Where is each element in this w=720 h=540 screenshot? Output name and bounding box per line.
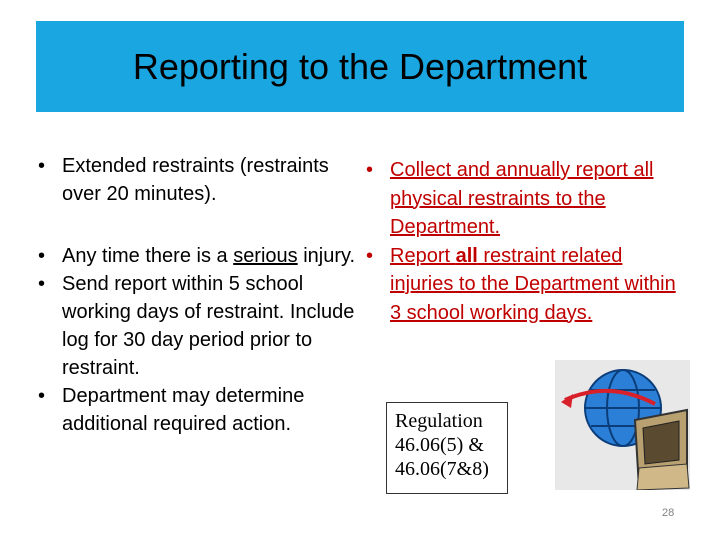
computers-globe-icon [555,360,690,490]
right-bullet-2 [358,242,678,328]
slide-title: Reporting to the Department [132,45,588,87]
left-bullet-2-underlined: serious [233,245,298,267]
left-bullet-4: • Department may determine additional required action. [30,382,360,438]
page-number: 28 [662,507,675,519]
left-bullet-2-suffix: injury. [297,245,356,267]
regulation-box [386,402,508,494]
left-bullet-1: • Extended restraints (restraints over 20 minutes). [30,152,360,208]
regulation-line-1: Regulation [395,410,483,432]
left-bullet-list [30,152,360,438]
left-bullet-2-prefix: Any time there is a [62,245,234,267]
right-bullet-1: • Collect and annually report all physical restraints to the Department. [358,156,678,242]
left-bullet-3: • Send report within 5 school working days of restraint. Include log for 30 day period prior to restraint. [30,270,360,382]
right-bullet-2-prefix: Report [390,244,456,267]
left-bullet-2 [30,242,360,270]
regulation-line-2: 46.06(5) & [395,434,484,456]
right-bullet-list [358,156,678,327]
title-bar [36,21,684,112]
right-bullet-2-suffix: restraint related injuries to the Department within 3 school working days. [390,244,676,324]
right-bullet-2-bold: all [455,244,478,267]
regulation-line-3: 46.06(7&8) [395,458,489,480]
